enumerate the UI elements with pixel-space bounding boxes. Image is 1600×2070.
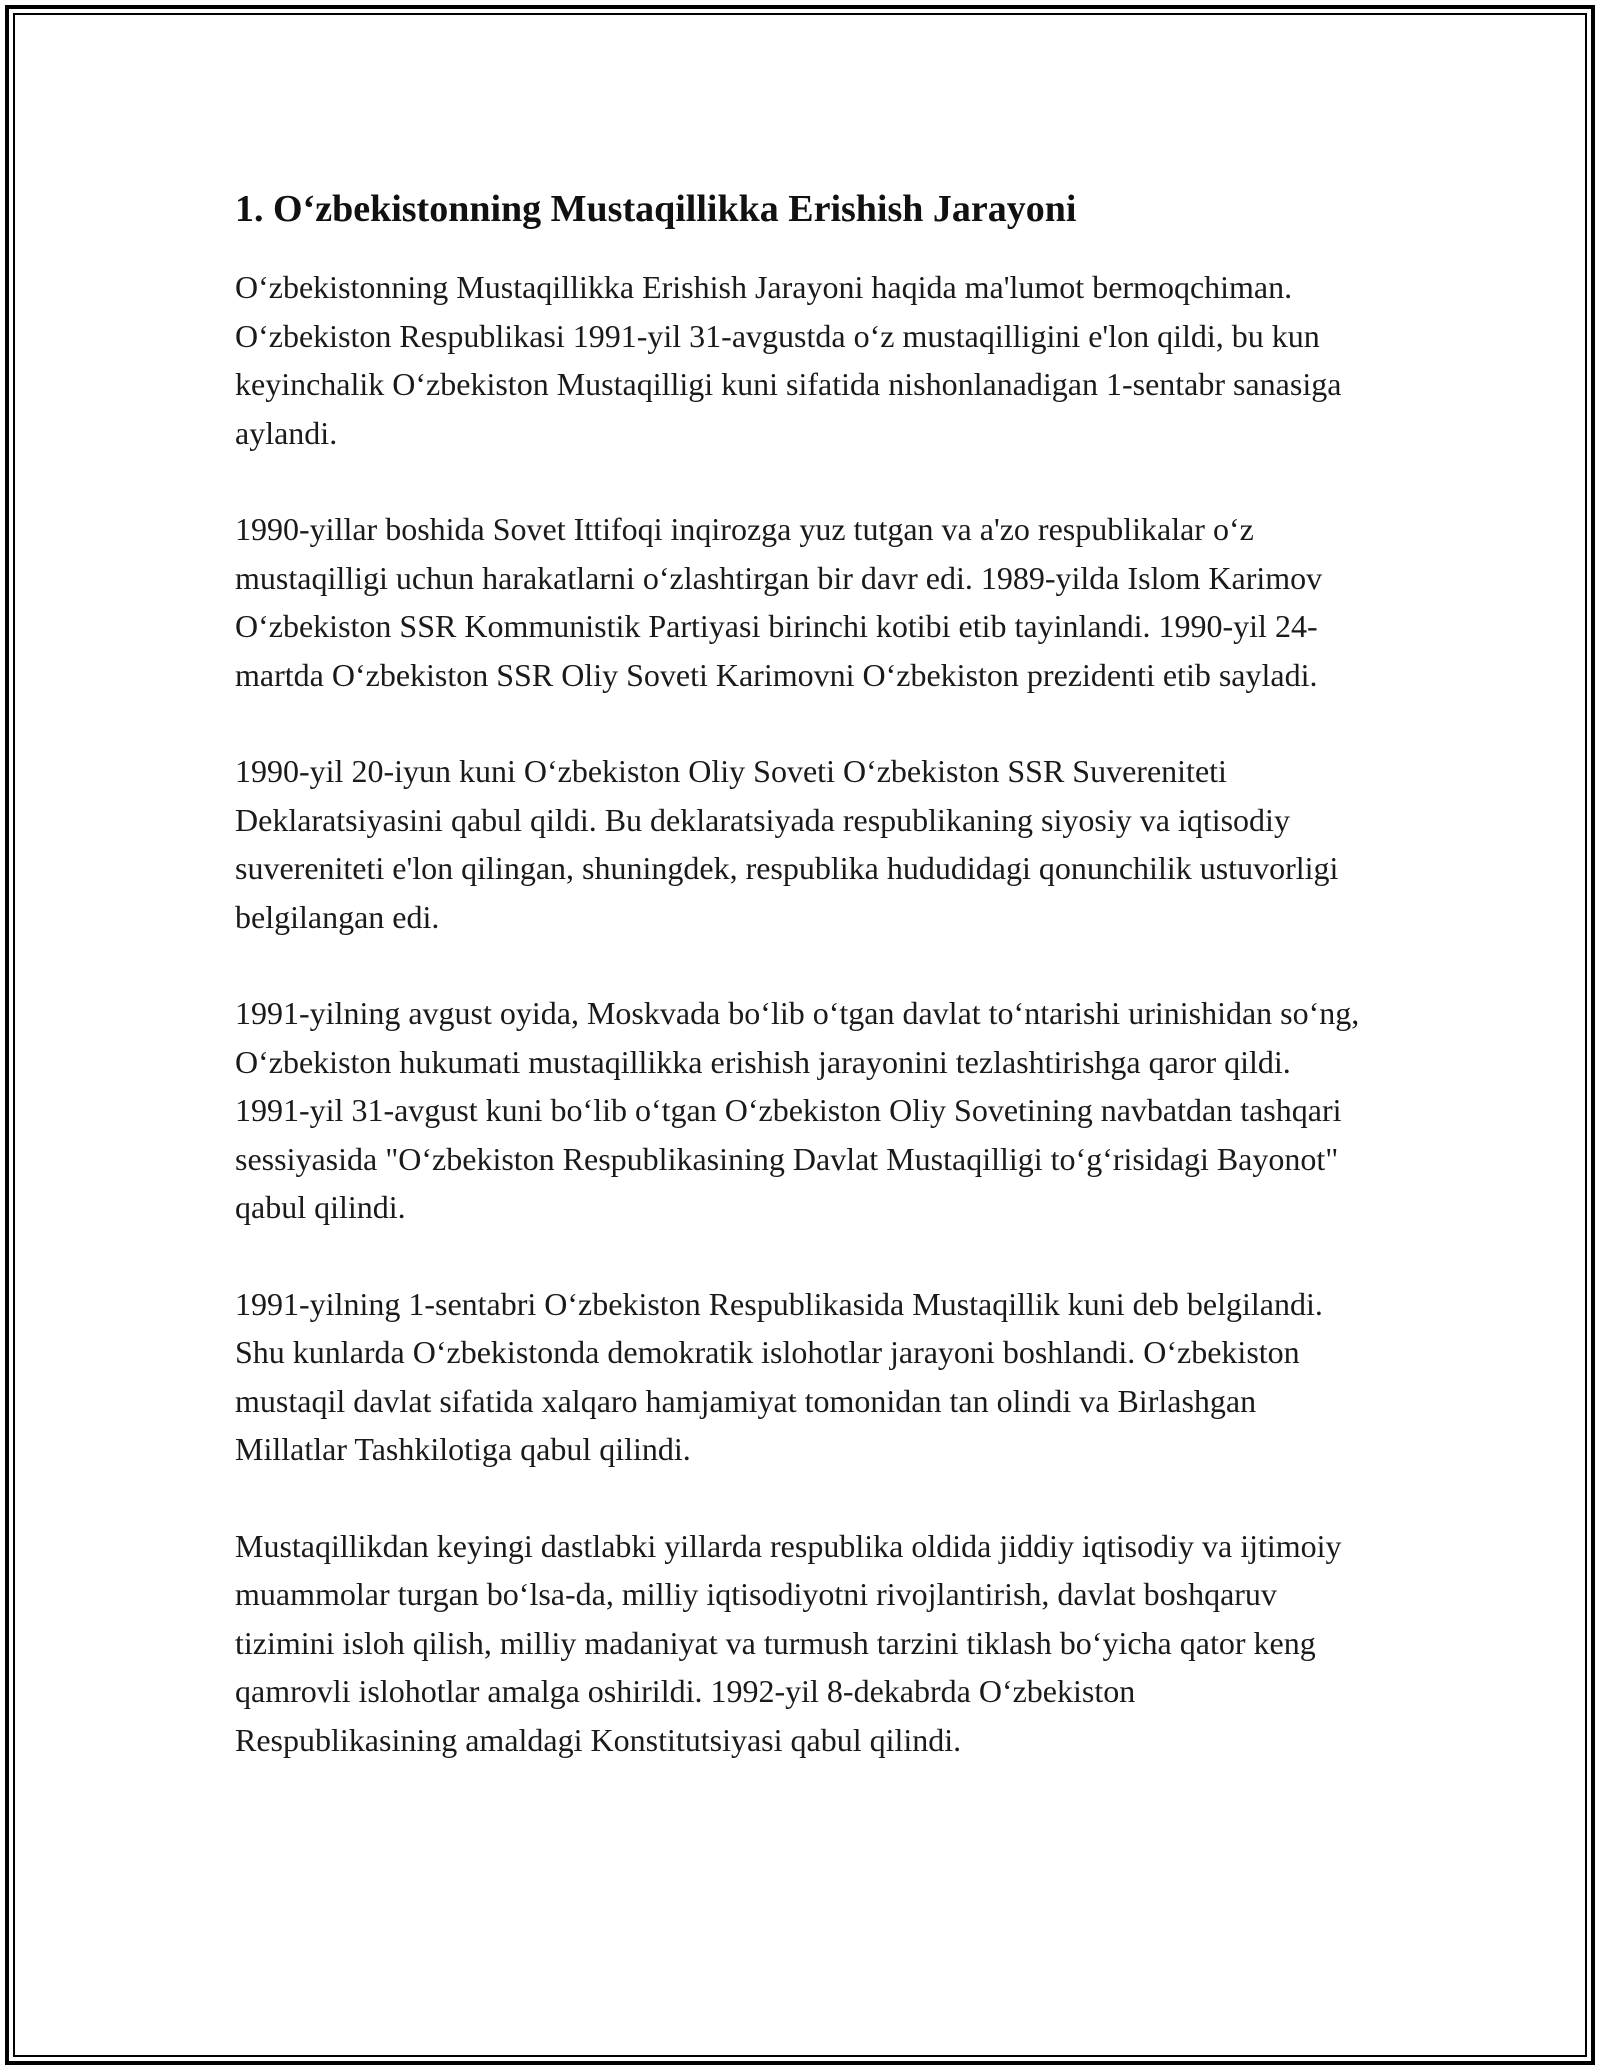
document-body bbox=[235, 183, 1365, 1812]
paragraph-reforms: Mustaqillikdan keyingi dastlabki yillarda respublika oldida jiddiy iqtisodiy va ijtimoiy muammolar turgan bo‘lsa-da, milliy iqtisodiyotni rivojlantirish, davlat boshqaruv tizimini isloh qilish, milliy madaniyat va turmush tarzini tiklash bo‘yicha qator keng qamrovli islohotlar amalga oshirildi. 1992-yil 8-dekabrda O‘zbekiston Respublikasining amaldagi Konstitutsiyasi qabul qilindi. bbox=[235, 1527, 1342, 1758]
section-title: 1. O‘zbekistonning Mustaqillikka Erishish Jarayoni bbox=[235, 188, 1077, 230]
paragraph-sovereignty-declaration: 1990-yil 20-iyun kuni O‘zbekiston Oliy Soveti O‘zbekiston SSR Suvereniteti Deklaratsiyasini qabul qildi. Bu deklaratsiyada respublikaning siyosiy va iqtisodiy suvereniteti e'lon qilingan, shuningdek, respublika hududidagi qonunchilik ustuvorligi belgilangan edi. bbox=[235, 753, 1339, 935]
paragraph-soviet-crisis: 1990-yillar boshida Sovet Ittifoqi inqirozga yuz tutgan va a'zo respublikalar o‘z mustaqilligi uchun harakatlarni o‘zlashtirgan bir davr edi. 1989-yilda Islom Karimov O‘zbekiston SSR Kommunistik Partiyasi birinchi kotibi etib tayinlandi. 1990-yil 24-martda O‘zbekiston SSR Oliy Soveti Karimovni O‘zbekiston prezidenti etib sayladi. bbox=[235, 511, 1323, 693]
paragraph-independence-statement: 1991-yilning avgust oyida, Moskvada bo‘lib o‘tgan davlat to‘ntarishi urinishidan so‘ng, O‘zbekiston hukumati mustaqillikka erishish jarayonini tezlashtirishga qaror qildi. 1991-yil 31-avgust kuni bo‘lib o‘tgan O‘zbekiston Oliy Sovetining navbatdan tashqari sessiyasida "O‘zbekiston Respublikasining Davlat Mustaqilligi to‘g‘risidagi Bayonot" qabul qilindi. bbox=[235, 995, 1360, 1225]
paragraph-independence-day: 1991-yilning 1-sentabri O‘zbekiston Respublikasida Mustaqillik kuni deb belgilandi. Shu kunlarda O‘zbekistonda demokratik islohotlar jarayoni boshlandi. O‘zbekiston mustaqil davlat sifatida xalqaro hamjamiyat tomonidan tan olindi va Birlashgan Millatlar Tashkilotiga qabul qilindi. bbox=[235, 1285, 1323, 1467]
paragraph-intro: O‘zbekistonning Mustaqillikka Erishish Jarayoni haqida ma'lumot bermoqchiman. O‘zbekiston Respublikasi 1991-yil 31-avgustda o‘z mustaqilligini e'lon qildi, bu kun keyinchalik O‘zbekiston Mustaqilligi kuni sifatida nishonlanadigan 1-sentabr sanasiga aylandi. bbox=[235, 269, 1342, 451]
